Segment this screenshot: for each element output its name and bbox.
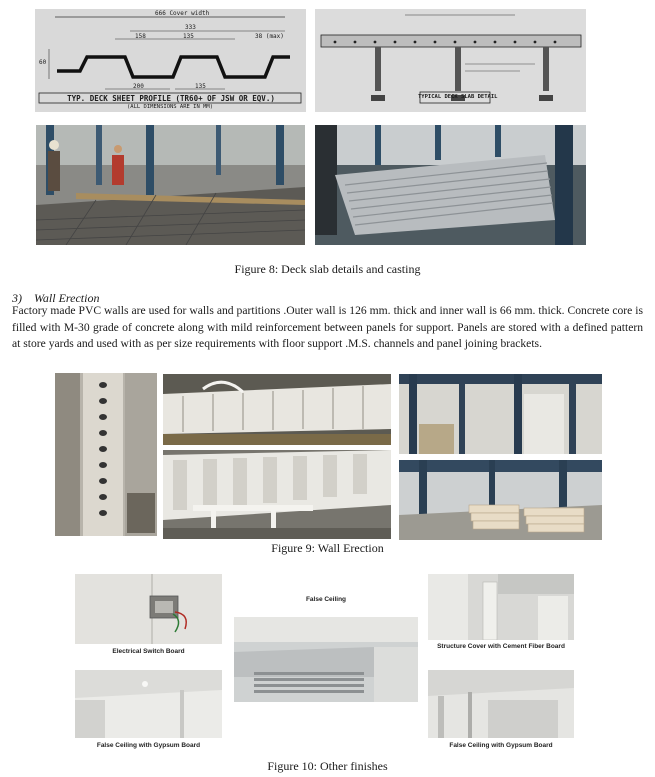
pvc-panel-photo-top [163, 374, 391, 445]
pvc-panel-photo-tall [55, 373, 157, 536]
deck-sheet-photo-right [315, 125, 586, 245]
structure-cover-label: Structure Cover with Cement Fiber Board [437, 643, 565, 650]
section-body: Factory made PVC walls are used for walls and partitions .Outer wall is 126 mm. thick and inner wall is 66 mm. thick. Concrete core is filled with M-30 grade of concrete along with mild reinforcement between panels for support. Panels are stored with a defined pattern at store yards and used with as per size requirements with floor support .M.S. channels and panel joining brackets. [12, 304, 643, 350]
switch-board-label: Electrical Switch Board [112, 648, 185, 655]
false-ceiling-label: False Ceiling [305, 596, 347, 603]
panel-storage-photo [399, 460, 602, 540]
profile-note: (ALL DIMENSIONS ARE IN MM) [126, 104, 214, 110]
false-ceiling-panel [234, 592, 418, 702]
gypsum-ceiling-left-panel [75, 670, 222, 755]
profile-dim-200: 200 [133, 83, 144, 90]
deck-sheet-profile-drawing [35, 9, 306, 112]
gypsum-ceiling-right-panel [428, 670, 574, 755]
profile-dim-158: 158 [135, 33, 146, 40]
figure-10-caption: Figure 10: Other finishes [267, 759, 388, 773]
section-title: Wall Erection [34, 291, 100, 305]
gypsum-left-label: False Ceiling with Gypsum Board [96, 742, 201, 749]
profile-dim-60: 60 [39, 59, 47, 66]
figure-8-caption: Figure 8: Deck slab details and casting [234, 262, 421, 276]
profile-dim-135b: 135 [195, 83, 206, 90]
gypsum-right-label: False Ceiling with Gypsum Board [449, 742, 553, 749]
profile-dim-135a: 135 [183, 33, 194, 40]
profile-dim-38: 38 (max) [255, 33, 284, 40]
deck-casting-photo-left [36, 125, 305, 245]
switch-board-panel [75, 574, 222, 664]
steel-frame-photo [399, 374, 602, 454]
detail-title: TYPICAL DECK SLAB DETAIL [418, 94, 498, 100]
pvc-panel-photo-bottom [163, 450, 391, 539]
profile-title: TYP. DECK SHEET PROFILE (TR60+ OF JSW OR EQV.) [67, 94, 275, 103]
profile-dim-cover: 666 Cover width [155, 10, 210, 17]
structure-cover-panel [428, 574, 574, 664]
figure-9-caption: Figure 9: Wall Erection [271, 541, 384, 555]
profile-dim-333: 333 [185, 24, 196, 31]
section-number: 3) [12, 291, 22, 305]
deck-slab-detail-drawing [315, 9, 586, 112]
